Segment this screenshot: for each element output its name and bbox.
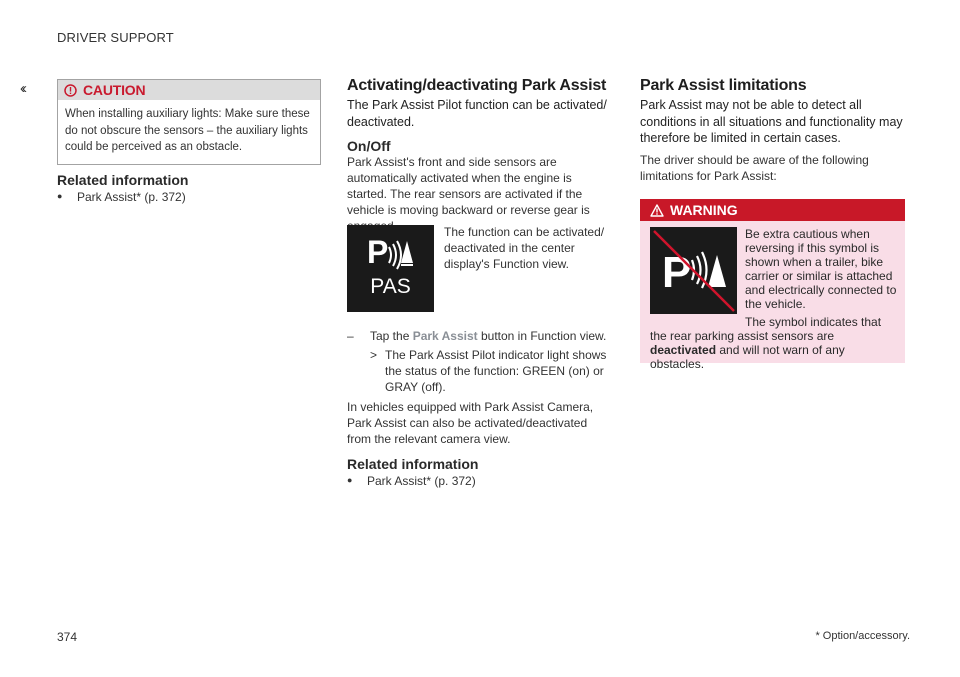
- caution-box: [57, 79, 321, 165]
- caution-text: When installing auxiliary lights: Make sure these do not obscure the sensors – the auxiliary lights could be perceived as an obstacle.: [65, 108, 310, 153]
- related-info-item-2[interactable]: [347, 474, 476, 488]
- section-title: DRIVER SUPPORT: [57, 30, 174, 45]
- step-item: [347, 328, 617, 344]
- warning-triangle-icon: [650, 204, 664, 217]
- step-prefix: Tap the: [370, 329, 413, 343]
- related-info-heading: Related information: [57, 172, 189, 188]
- pas-label: PAS: [370, 275, 411, 298]
- option-star: *: [136, 190, 142, 204]
- related-link-2[interactable]: Park Assist: [367, 474, 427, 488]
- image-caption: The function can be activated/ deactivated in the center display's Function view.: [444, 225, 605, 271]
- caution-icon: [64, 84, 77, 97]
- option-star: *: [426, 474, 432, 488]
- limitations-heading: Park Assist limitations: [640, 77, 807, 94]
- step-result: [370, 347, 615, 395]
- parking-sensor-off-icon: [650, 227, 737, 314]
- step-dash: –: [347, 329, 354, 343]
- result-text: The Park Assist Pilot indicator light shows the status of the function: GREEN (on) or GRAY (off).: [385, 348, 607, 394]
- warning-text-bold: deactivated: [650, 343, 717, 357]
- activation-intro: The Park Assist Pilot function can be activated/ deactivated.: [347, 98, 607, 129]
- warning-header: [640, 199, 905, 221]
- related-info-item[interactable]: [57, 190, 186, 204]
- page-ref: (p. 372): [141, 190, 186, 204]
- step-suffix: button in Function view.: [477, 329, 607, 343]
- svg-text:P: P: [662, 248, 692, 297]
- onoff-heading: On/Off: [347, 138, 391, 154]
- svg-text:P: P: [367, 234, 389, 270]
- back-nav-icon[interactable]: ‹‹: [20, 80, 24, 97]
- warning-text-2b: and will not warn of any obstacles.: [650, 343, 845, 371]
- park-assist-button-link[interactable]: Park Assist: [412, 329, 478, 343]
- camera-text: In vehicles equipped with Park Assist Camera, Park Assist can also be activated/deactivated from the relevant camera view.: [347, 400, 594, 446]
- caution-header: [58, 80, 320, 100]
- sensors-deactivated-image: [650, 227, 737, 314]
- bullet-icon: ●: [347, 475, 353, 485]
- warning-text-2a: The symbol indicates that the rear parking assist sensors are: [650, 315, 882, 343]
- warning-text-1: Be extra cautious when reversing if this symbol is shown when a trailer, bike carrier or similar is attached and electrically connected to the vehicle.: [745, 227, 897, 311]
- page-number: 374: [57, 630, 78, 644]
- warning-text-2: [650, 315, 900, 371]
- footnote: * Option/accessory.: [815, 630, 910, 642]
- related-info-heading-2: Related information: [347, 456, 479, 472]
- warning-box: [640, 199, 905, 371]
- limitations-intro: Park Assist may not be able to detect all conditions in all situations and functionality may therefore be limited in certain cases.: [640, 98, 903, 145]
- pas-button-image: [347, 225, 434, 312]
- onoff-text: Park Assist's front and side sensors are automatically activated when the engine is started. The rear sensors are activated if the vehicle is moving backward or reverse gear is: [347, 155, 590, 217]
- page-ref: (p. 372): [431, 474, 476, 488]
- caution-title: CAUTION: [83, 82, 146, 98]
- warning-title: WARNING: [670, 202, 738, 218]
- activation-heading: Activating/deactivating Park Assist: [347, 77, 607, 94]
- bullet-icon: ●: [57, 191, 63, 201]
- result-marker: >: [370, 348, 378, 362]
- related-link[interactable]: Park Assist: [77, 190, 137, 204]
- limitations-note: The driver should be aware of the following limitations for Park Assist:: [640, 153, 869, 183]
